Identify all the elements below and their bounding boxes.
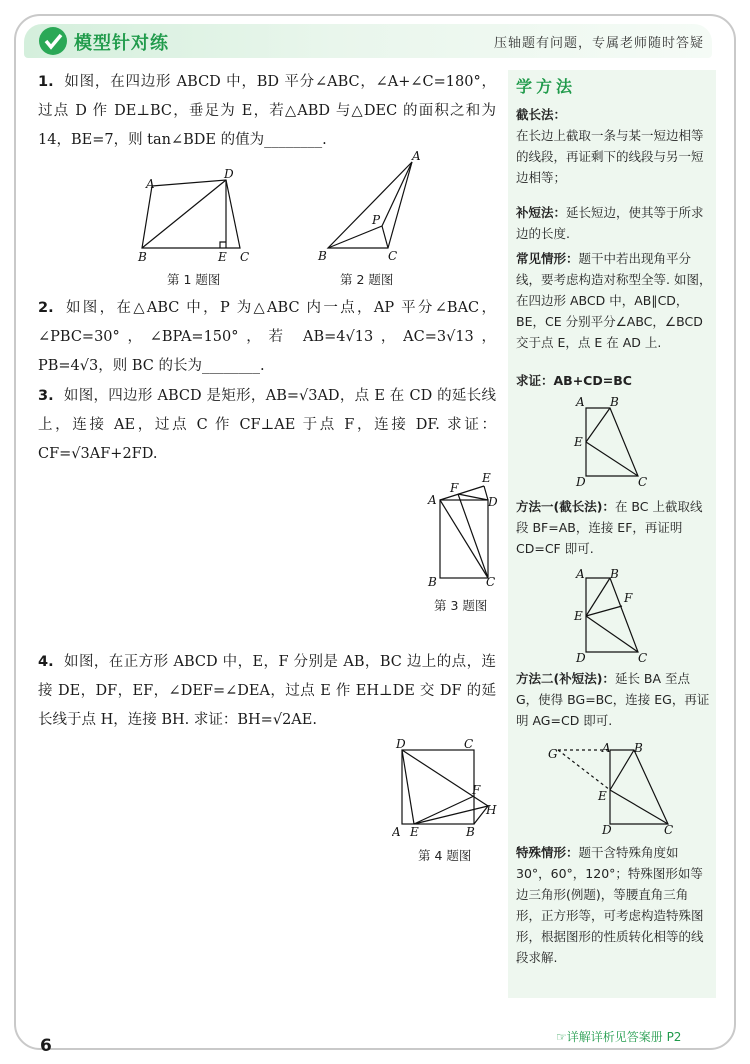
label-f: F [450,481,459,495]
label-a: A [576,395,585,409]
answer-reference-link[interactable]: ☞详解详析见答案册 P2 [556,1030,682,1044]
caption-fig1: 第 1 题图 [167,272,221,287]
question-text: 如图，四边形 ABCD 是矩形，AB=√3AD，点 E 在 CD 的延长线上，连接 AE，过点 C 作 CF⊥AE 于点 F，连接 DF. 求证：CF=√3AF+2FD. [38,388,496,462]
sidebar-figure-method1 [572,566,662,662]
label-a: A [412,150,421,163]
label-b: B [610,395,619,409]
label-a: A [146,177,155,191]
label-e: E [482,471,491,485]
label-e: E [410,825,419,839]
label-e: E [574,435,583,449]
fig4-line-ef [414,796,474,824]
label-d: D [576,475,586,488]
label-f: F [624,591,633,605]
fig2-triangle [328,162,412,248]
page-number: 6 [40,1036,52,1056]
question-number: 2. [38,300,54,316]
label-d: D [396,737,406,751]
header-subtitle: 压轴题有问题，专属老师随时答疑 [493,36,704,51]
method2-section [516,668,712,731]
method1-text: 在 BC 上截取线段 BF=AB，连接 EF，再证明 CD=CF 即可. [516,499,703,556]
label-b: B [634,741,643,755]
label-p: P [372,213,381,227]
special-label: 特殊情形： [516,845,579,860]
label-d: D [224,167,234,181]
figure-4 [392,736,502,842]
common-text: 题干中若出现角平分线，要考虑构造对称型全等. 如图，在四边形 ABCD 中，AB∥CD，BE，CE 分别平分∠ABC，∠BCD 交于点 E，点 E 在 AD 上. [516,251,712,350]
label-d: D [602,823,612,836]
jiechang-section [516,104,712,188]
label-a: A [392,825,401,839]
buduan-label: 补短法： [516,205,567,220]
trapezoid [586,408,638,476]
method1-label: 方法一(截长法)： [516,499,615,514]
label-b: B [466,825,475,839]
label-e: E [574,609,583,623]
common-label: 常见情形： [516,251,579,266]
question-2 [38,294,496,381]
label-g: G [548,747,558,761]
label-b: B [138,250,147,264]
sidebar-title: 学方法 [516,77,577,96]
method2-label: 方法二(补短法)： [516,671,615,686]
fig4-line-de [402,750,414,824]
label-c: C [486,575,496,589]
label-d: D [488,495,498,509]
label-c: C [240,250,250,264]
special-section [516,842,712,968]
header-title: 模型针对练 [74,33,169,54]
fig2-segment-cp [382,226,388,248]
caption-fig4: 第 4 题图 [418,848,472,863]
label-h: H [486,803,497,817]
sidebar-figure-method2 [544,740,684,836]
question-1 [38,68,496,155]
label-c: C [638,651,648,662]
caption-fig3: 第 3 题图 [434,598,488,613]
label-b: B [428,575,437,589]
question-text: 如图，在△ABC 中，P 为△ABC 内一点，AP 平分∠BAC，∠PBC=30°，∠BPA=150°，若 AB=4√13，AC=3√13，PB=4√3，则 BC 的长为________. [38,300,496,374]
figure-3 [424,470,500,590]
prove-statement: 求证：AB+CD=BC [516,373,632,388]
label-d: D [576,651,586,662]
fig1-right-angle-mark [220,242,226,248]
label-a: A [576,567,585,581]
fig4-line-dh [402,750,488,806]
fig3-line-df [458,494,488,500]
figure-1 [130,164,260,268]
question-number: 4. [38,654,54,670]
label-a: A [428,493,437,507]
buduan-text: 延长短边，使其等于所求边的长度. [516,205,704,241]
common-section [516,248,712,353]
label-c: C [664,823,674,836]
fig4-line-eh [414,806,488,824]
question-number: 1. [38,74,54,90]
checkmark-icon [38,26,68,56]
sidebar-figure-base [572,394,662,488]
fig1-quadrilateral [142,180,240,248]
figure-2 [312,150,432,268]
question-3 [38,382,496,469]
label-e: E [218,250,227,264]
label-c: C [388,249,398,263]
label-e: E [598,789,607,803]
label-c: C [464,737,474,751]
label-c: C [638,475,648,488]
label-b: B [318,249,327,263]
caption-fig2: 第 2 题图 [340,272,394,287]
method2-text: 延长 BA 至点 G，使得 BG=BC，连接 EG，再证明 AG=CD 即可. [516,671,710,728]
jiechang-text: 在长边上截取一条与某一短边相等的线段，再证剩下的线段与另一短边相等； [516,128,704,185]
special-text: 题干含特殊角度如 30°，60°，120°；特殊图形如等边三角形(例题)，等腰直角三角形，正方形等，可考虑构造特殊图形，根据图形的性质转化相等的线段求解. [516,845,704,965]
question-4 [38,648,496,735]
fig2-segment-bp [328,226,382,248]
question-number: 3. [38,388,54,404]
label-f: F [472,783,481,797]
jiechang-label: 截长法： [516,107,567,122]
method1-section [516,496,712,559]
label-b: B [610,567,619,581]
question-text: 如图，在正方形 ABCD 中，E，F 分别是 AB，BC 边上的点，连接 DE，DF，EF，∠DEF=∠DEA，过点 E 作 EH⊥DE 交 DF 的延长线于点 H，连接 BH. 求证：BH=√2AE. [38,654,496,728]
buduan-section [516,202,712,244]
question-text: 如图，在四边形 ABCD 中，BD 平分∠ABC，∠A+∠C=180°，过点 D 作 DE⊥BC，垂足为 E，若△ABD 与△DEC 的面积之和为 14，BE=7，则 tan∠BDE 的值为________. [38,74,496,148]
label-a: A [602,741,611,755]
